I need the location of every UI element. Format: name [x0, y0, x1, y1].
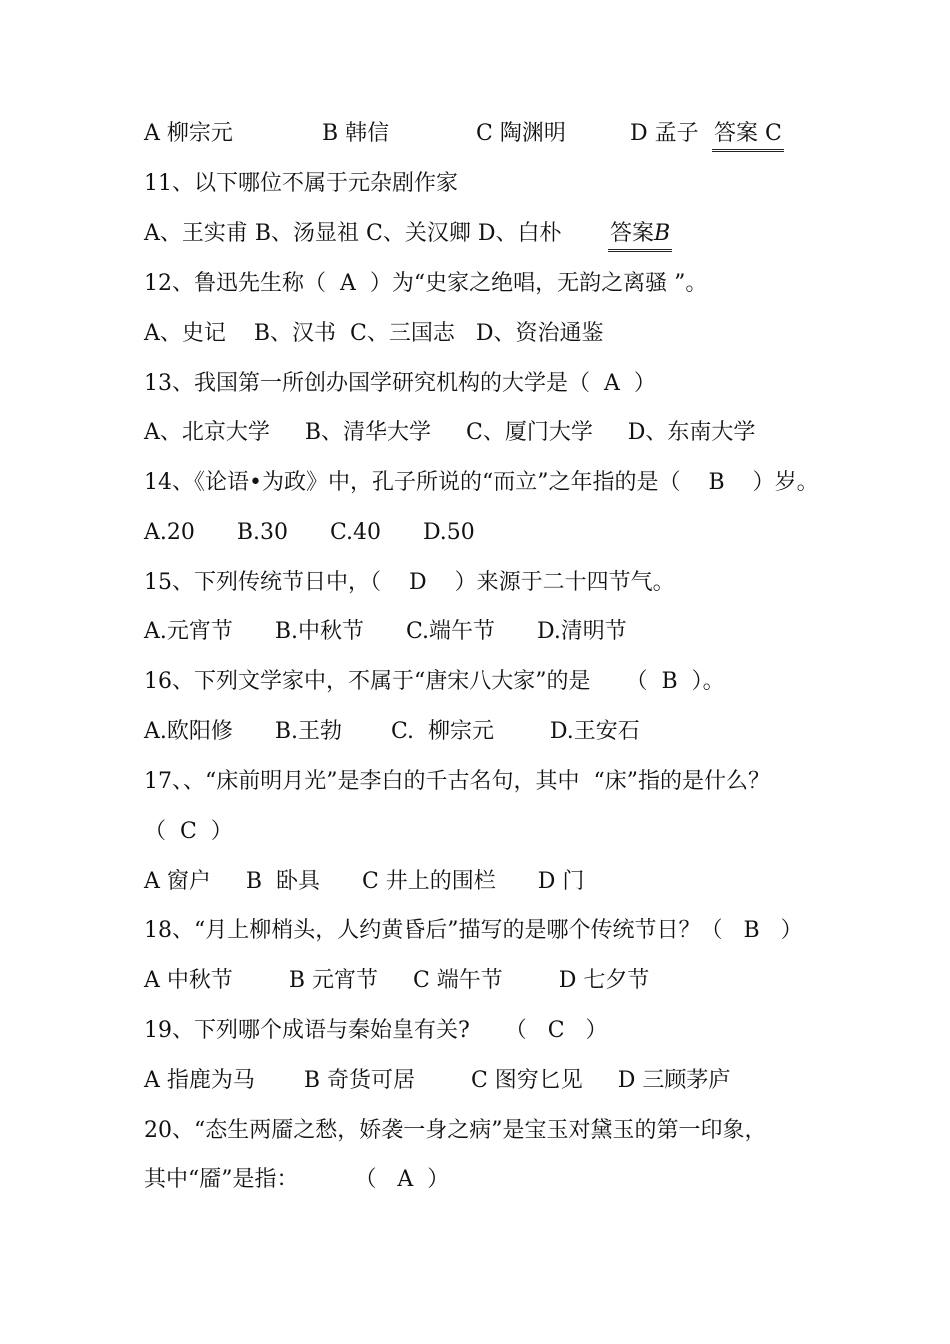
q16-question: 16、下列文学家中，不属于“唐宋八大家”的是 （ B ）。	[144, 669, 725, 694]
q10-options-line	[144, 119, 824, 149]
q10-option-a: A 柳宗元	[144, 121, 233, 146]
q11-options-line	[144, 219, 744, 249]
q18-question: 18、“月上柳梢头，人约黄昏后”描写的是哪个传统节日？（ B ）	[144, 918, 803, 943]
q17-question-continued: （ C ）	[144, 819, 233, 844]
q13-options: A、北京大学 B、清华大学 C、厦门大学 D、东南大学	[144, 420, 756, 445]
q19-options: A 指鹿为马 B 奇货可居 C 图穷匕见 D 三顾茅庐	[144, 1068, 731, 1093]
q10-answer: 答案 C	[712, 119, 784, 152]
q20-question: 20、“态生两靥之愁，娇袭一身之病”是宝玉对黛玉的第一印象，	[144, 1118, 767, 1143]
q19-question: 19、下列哪个成语与秦始皇有关? （ C ）	[144, 1018, 608, 1043]
q15-question: 15、下列传统节日中，（ D ）来源于二十四节气。	[144, 570, 675, 595]
q12-question: 12、鲁迅先生称（ A ）为“史家之绝唱，无韵之离骚 ”。	[144, 271, 708, 296]
q18-options: A 中秋节 B 元宵节 C 端午节 D 七夕节	[144, 968, 650, 993]
q13-question: 13、我国第一所创办国学研究机构的大学是（ A ）	[144, 371, 656, 396]
q20-question-continued: 其中“靥”是指： （ A ）	[144, 1167, 450, 1192]
q16-options: A.欧阳修 B.王勃 C. 柳宗元 D.王安石	[144, 719, 640, 744]
q11-options: A、王实甫 B、汤显祖 C、关汉卿 D、白朴	[144, 221, 562, 246]
q14-options: A.20 B.30 C.40 D.50	[144, 520, 475, 545]
q15-options: A.元宵节 B.中秋节 C.端午节 D.清明节	[144, 619, 627, 644]
q11-answer-prefix: 答案	[610, 221, 655, 246]
q11-answer	[608, 219, 672, 252]
q14-question: 14、《论语•为政》中，孔子所说的“而立”之年指的是（ B ）岁。	[144, 470, 819, 495]
q11-answer-letter: B	[654, 221, 671, 246]
q10-option-d: D 孟子	[630, 121, 699, 146]
q12-options: A、史记 B、汉书 C、三国志 D、资治通鉴	[144, 321, 604, 346]
q17-options: A 窗户 B 卧具 C 井上的围栏 D 门	[144, 869, 585, 894]
q17-question: 17、、“床前明月光”是李白的千古名句，其中 “床”指的是什么？	[144, 769, 770, 794]
q11-question: 11、以下哪位不属于元杂剧作家	[144, 171, 458, 196]
q10-option-c: C 陶渊明	[476, 121, 566, 146]
q10-option-b: B 韩信	[322, 121, 390, 146]
